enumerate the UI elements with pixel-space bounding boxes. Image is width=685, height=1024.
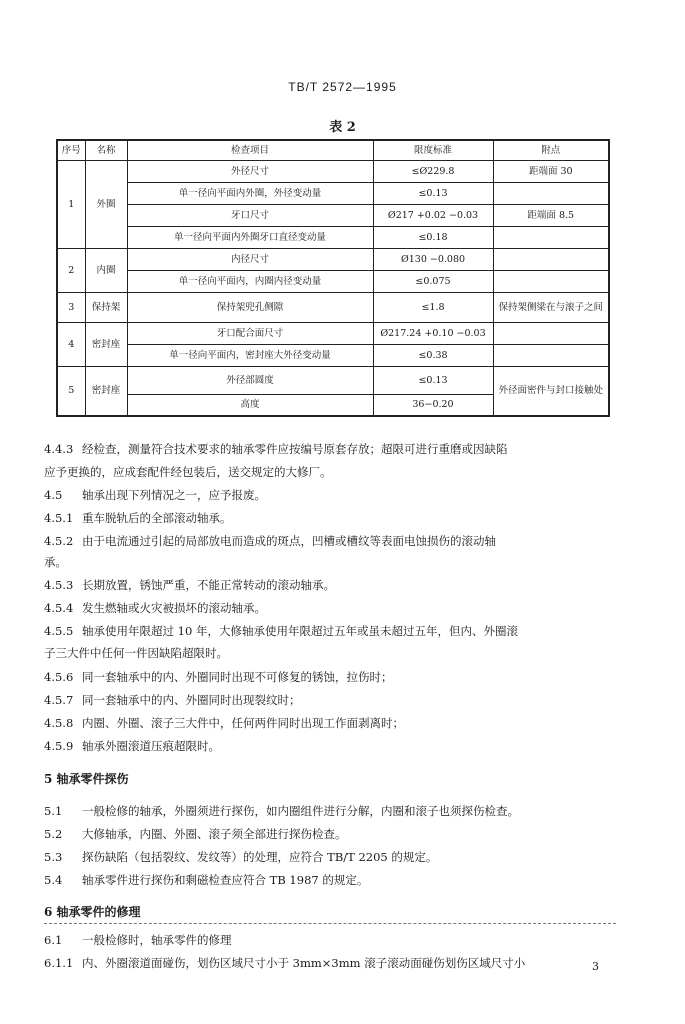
paragraph-4-5-6: 4.5.6 同一套轴承中的内、外圈同时出现不可修复的锈蚀，拉伤时； [44, 670, 393, 684]
paragraph-5-2: 5.2 大修轴承，内圈、外圈、滚子须全部进行探伤检查。 [44, 827, 347, 841]
cell-item: 外径部圆度 [127, 366, 373, 394]
paragraph-5-4: 5.4 轴承零件进行探伤和剩磁检查应符合 TB 1987 的规定。 [44, 873, 369, 887]
table-row [57, 226, 609, 248]
cell-note: 保持架侧梁在与滚子之间 [493, 292, 609, 322]
cell-item: 外径尺寸 [127, 160, 373, 182]
cell-limit: ≤0.13 [373, 182, 493, 204]
cell-limit: ≤0.13 [373, 366, 493, 394]
paragraph-4-4-3: 4.4.3 经检查，测量符合技术要求的轴承零件应按编号原套存放；超限可进行重磨或因缺陷 [44, 442, 508, 456]
cell-item: 高度 [127, 394, 373, 416]
paragraph-6-1: 6.1 一般检修时，轴承零件的修理 [44, 933, 232, 947]
paragraph-4-5-8: 4.5.8 内圈、外圈、滚子三大件中，任何两件同时出现工作面剥离时； [44, 716, 404, 730]
cell-note: 外径面密件与封口接触处 [493, 366, 609, 416]
col-header-note: 附点 [493, 140, 609, 160]
cell-note [493, 270, 609, 292]
cell-name: 外圈 [85, 160, 127, 248]
cell-item: 单一径向平面内外圈，外径变动量 [127, 182, 373, 204]
cell-note: 距端面 30 [493, 160, 609, 182]
cell-limit: ≤0.38 [373, 344, 493, 366]
table-row [57, 204, 609, 226]
cell-name: 密封座 [85, 322, 127, 366]
paragraph-4-5-5: 4.5.5 轴承使用年限超过 10 年，大修轴承使用年限超过五年或虽未超过五年，但内、外圈滚 [44, 624, 518, 638]
inspection-table [56, 139, 610, 417]
paragraph-6-1-1: 6.1.1 内、外圈滚道面碰伤，划伤区域尺寸小于 3mm×3mm 滚子滚动面碰伤划伤区域尺寸小 [44, 956, 526, 970]
cell-no: 5 [57, 366, 85, 416]
cell-item: 内径尺寸 [127, 248, 373, 270]
cell-limit: ≤0.18 [373, 226, 493, 248]
cell-limit: Ø130 −0.080 [373, 248, 493, 270]
cell-item: 保持架兜孔侧隙 [127, 292, 373, 322]
cell-no: 1 [57, 160, 85, 248]
table-row [57, 160, 609, 182]
table-row [57, 270, 609, 292]
paragraph-4-5-2-cont: 承。 [44, 555, 67, 569]
col-header-name: 名称 [85, 140, 127, 160]
cell-note [493, 182, 609, 204]
table-row [57, 182, 609, 204]
paragraph-4-5-5-cont: 子三大件中任何一件因缺陷超限时。 [44, 646, 228, 660]
table-title: 表 2 [329, 120, 356, 135]
paragraph-4-5-2: 4.5.2 由于电流通过引起的局部放电而造成的斑点，凹槽或槽纹等表面电蚀损伤的滚动轴 [44, 534, 496, 548]
cell-limit: ≤1.8 [373, 292, 493, 322]
paragraph-4-4-3-cont: 应予更换的，应成套配件经包装后，送交规定的大修厂。 [44, 465, 332, 479]
cell-note [493, 322, 609, 344]
cell-item: 牙口配合面尺寸 [127, 322, 373, 344]
cell-name: 保持架 [85, 292, 127, 322]
section-5-heading: 5 轴承零件探伤 [44, 772, 129, 786]
cell-item: 单一径向平面内，内圈内径变动量 [127, 270, 373, 292]
cell-no: 4 [57, 322, 85, 366]
cell-note: 距端面 8.5 [493, 204, 609, 226]
cell-limit: Ø217.24 +0.10 −0.03 [373, 322, 493, 344]
cell-no: 2 [57, 248, 85, 292]
table-row [57, 248, 609, 270]
paragraph-4-5-4: 4.5.4 发生燃轴或火灾被损坏的滚动轴承。 [44, 601, 266, 615]
cell-item: 牙口尺寸 [127, 204, 373, 226]
paragraph-4-5-9: 4.5.9 轴承外圈滚道压痕超限时。 [44, 739, 220, 753]
page-number: 3 [592, 960, 599, 973]
col-header-item: 检查项目 [127, 140, 373, 160]
divider [44, 923, 616, 924]
col-header-limit: 限度标准 [373, 140, 493, 160]
cell-item: 单一径向平面内，密封座大外径变动量 [127, 344, 373, 366]
table-row [57, 344, 609, 366]
table-row [57, 322, 609, 344]
document-header: TB/T 2572—1995 [288, 80, 397, 94]
table-header-row [57, 140, 609, 160]
paragraph-4-5-3: 4.5.3 长期放置，锈蚀严重，不能正常转动的滚动轴承。 [44, 578, 335, 592]
table-row [57, 292, 609, 322]
paragraph-4-5-7: 4.5.7 同一套轴承中的内、外圈同时出现裂纹时； [44, 693, 301, 707]
cell-note [493, 344, 609, 366]
cell-limit: ≤0.075 [373, 270, 493, 292]
table-row [57, 366, 609, 394]
section-6-heading: 6 轴承零件的修理 [44, 905, 141, 919]
cell-item: 单一径向平面内外圈牙口直径变动量 [127, 226, 373, 248]
cell-name: 内圈 [85, 248, 127, 292]
paragraph-5-3: 5.3 探伤缺陷（包括裂纹、发纹等）的处理，应符合 TB/T 2205 的规定。 [44, 850, 438, 864]
cell-note [493, 248, 609, 270]
cell-no: 3 [57, 292, 85, 322]
cell-limit: ≤Ø229.8 [373, 160, 493, 182]
cell-limit: Ø217 +0.02 −0.03 [373, 204, 493, 226]
cell-limit: 36−0.20 [373, 394, 493, 416]
cell-name: 密封座 [85, 366, 127, 416]
cell-note [493, 226, 609, 248]
paragraph-4-5-1: 4.5.1 重车脱轨后的全部滚动轴承。 [44, 511, 232, 525]
paragraph-5-1: 5.1 一般检修的轴承，外圈须进行探伤，如内圈组件进行分解，内圈和滚子也须探伤检查。 [44, 804, 519, 818]
paragraph-4-5: 4.5 轴承出现下列情况之一，应予报废。 [44, 488, 266, 502]
col-header-no: 序号 [57, 140, 85, 160]
